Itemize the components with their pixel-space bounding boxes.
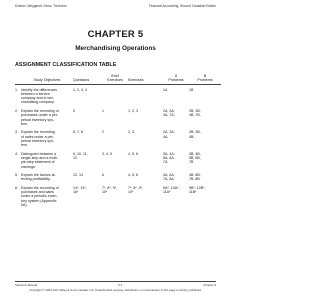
row-brief-exercises bbox=[102, 84, 128, 105]
row-problems-a: 2A, 3A, 4A, bbox=[163, 130, 175, 139]
row-problems-a: 9A*, 10A*, 11A* bbox=[163, 185, 180, 195]
footer-copyright: Copyright © 2003 John Wiley & Sons Canada, Ltd. Unauthorized copying, distribution, or transmission of this page is strictly prohibited. bbox=[29, 287, 202, 292]
table-row bbox=[15, 105, 221, 126]
header-questions: Questions bbox=[73, 74, 102, 84]
page-footer bbox=[15, 281, 216, 292]
row-questions: 14*, 15*, 16* bbox=[73, 185, 87, 195]
footer-solutions-manual: Solutions Manual bbox=[15, 283, 38, 287]
row-brief-exercises: 1 bbox=[102, 108, 104, 113]
row-problems-b: 2B, 3B, 4B, 7B, bbox=[189, 108, 201, 118]
row-exercises: 4, 5, 6 bbox=[128, 173, 138, 178]
header-exercises: Exercises bbox=[128, 74, 163, 84]
row-objective: Explain the factors af- fecting profitability. bbox=[21, 173, 56, 182]
row-problems-a: 2A, 3A, 4A, 7A, bbox=[163, 108, 175, 118]
header-study-objectives: Study Objectives bbox=[21, 74, 73, 84]
row-questions: 5 bbox=[73, 108, 75, 113]
row-problems-b: 9B*, 10B*, 11B* bbox=[189, 185, 206, 195]
row-exercises: 2, 3, bbox=[128, 130, 135, 135]
header-problems-b: B Problems bbox=[189, 74, 221, 84]
table-row bbox=[15, 169, 221, 182]
assignment-classification-table bbox=[15, 74, 221, 207]
row-questions: 9, 10, 11, 12 bbox=[73, 151, 88, 161]
row-brief-exercises: 3, 4, 5 bbox=[102, 151, 112, 156]
row-problems-a: 1A bbox=[163, 87, 168, 92]
table-row bbox=[15, 84, 221, 105]
footer-page-number: 5-1 bbox=[118, 283, 123, 287]
row-brief-exercises: 7*, 8*, 9*, 10* bbox=[102, 185, 118, 195]
row-brief-exercises: 6 bbox=[102, 173, 104, 178]
row-questions: 1, 2, 3, 4 bbox=[73, 87, 87, 92]
row-questions: 6, 7, 8 bbox=[73, 130, 83, 135]
footer-row bbox=[15, 283, 216, 287]
row-number: 2. bbox=[15, 108, 18, 113]
running-header-book-title: Financial Accounting, Second Canadian Edition bbox=[149, 4, 216, 8]
footer-chapter: Chapter 5 bbox=[203, 283, 216, 287]
table-title: ASSIGNMENT CLASSIFICATION TABLE bbox=[15, 62, 117, 68]
row-exercises: 4, 5, 6 bbox=[128, 151, 138, 156]
row-exercises bbox=[128, 84, 163, 105]
row-objective: Explain the recording of purchases under a per- petual inventory sys- tem. bbox=[21, 108, 59, 126]
running-header-authors: Kimmel, Weygandt, Kieso, Trenholm bbox=[15, 4, 67, 8]
header-brief-exercises: Brief Exercises bbox=[102, 74, 128, 84]
row-exercises: 7*, 8*, 9*, 10* bbox=[128, 185, 144, 195]
row-objective: Identify the differences between a service company and a mer- chandising company. bbox=[21, 87, 58, 105]
table-row bbox=[15, 182, 221, 208]
footer-divider bbox=[15, 281, 216, 282]
row-objective: Explain the recording of purchases and sales under a periodic inven- tory system (Appendix 5A). bbox=[21, 185, 59, 208]
row-objective: Distinguish between a single-step and a multi- ple-step statement of earnings. bbox=[21, 151, 59, 169]
table-header-row bbox=[15, 74, 221, 84]
row-number: 4. bbox=[15, 151, 18, 156]
row-number: 6. bbox=[15, 185, 18, 190]
row-number: 5. bbox=[15, 173, 18, 178]
header-problems-a: A Problems bbox=[163, 74, 189, 84]
row-problems-b: 4B, 6B, 7B, 8B bbox=[189, 173, 201, 182]
row-objective: Explain the recording of sales under a per- petual inventory sys- tem. bbox=[21, 130, 55, 148]
row-number: 1. bbox=[15, 87, 18, 92]
row-number: 3. bbox=[15, 130, 18, 135]
row-problems-a: 3A, 4A, 5A, 6A, 7A bbox=[163, 151, 175, 165]
chapter-title: CHAPTER 5 bbox=[87, 29, 144, 40]
row-problems-b: 2B, 3B, 4B, bbox=[189, 130, 201, 139]
table-row bbox=[15, 148, 221, 169]
row-problems-a: 4A, 6A, 7A, 8A bbox=[163, 173, 175, 182]
chapter-subtitle: Merchandising Operations bbox=[75, 45, 156, 52]
row-brief-exercises: 2 bbox=[102, 130, 104, 135]
row-problems-b: 3B, 4B, 5B, 6B, 7B bbox=[189, 151, 201, 165]
row-questions: 12, 13 bbox=[73, 173, 83, 178]
row-problems-b: 1B bbox=[189, 87, 194, 92]
table-row bbox=[15, 126, 221, 147]
row-exercises: 1, 2, 3 bbox=[128, 108, 138, 113]
